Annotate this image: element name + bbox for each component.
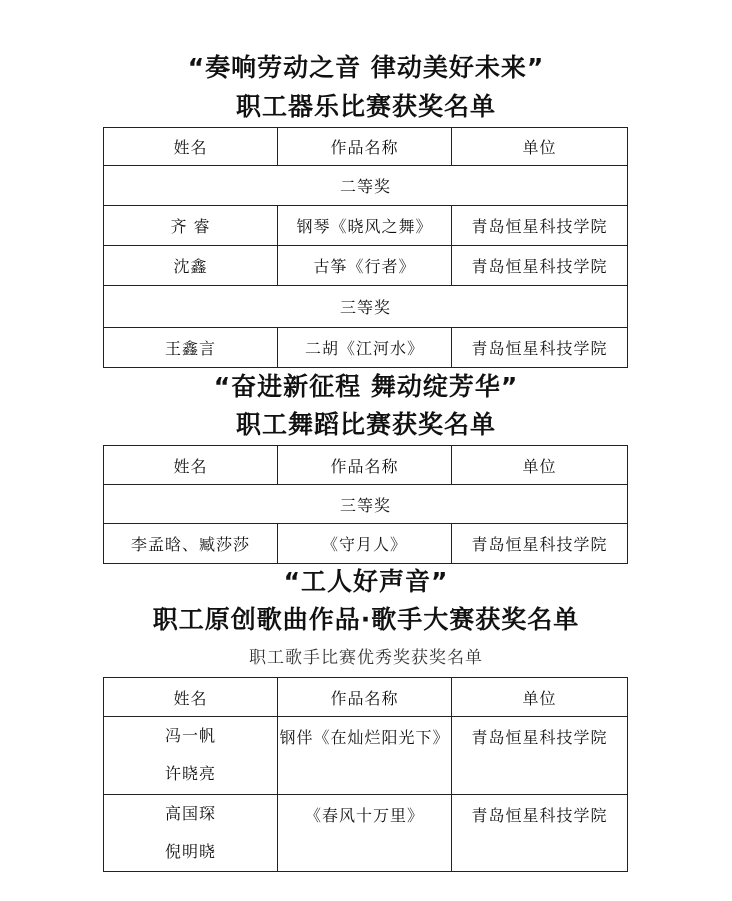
work-cell: 《守月人》 xyxy=(278,524,452,564)
section3-table xyxy=(103,677,628,872)
prize-label-third: 三等奖 xyxy=(104,485,628,524)
section1-title-line1: “奏响劳动之音 律动美好未来” xyxy=(187,53,545,82)
section1-table xyxy=(103,127,628,368)
work-cell: 钢琴《晓风之舞》 xyxy=(278,206,452,246)
name-line-1: 高国琛 xyxy=(164,804,216,823)
table-header-row xyxy=(104,678,628,717)
header-name: 姓名 xyxy=(104,446,278,485)
table-header-row xyxy=(104,446,628,485)
name-cell: 沈鑫 xyxy=(104,246,278,286)
table-row xyxy=(104,717,628,795)
name-line-1: 冯一帆 xyxy=(164,726,216,745)
header-unit: 单位 xyxy=(452,128,628,166)
work-cell: 《春风十万里》 xyxy=(278,795,452,872)
work-cell: 钢伴《在灿烂阳光下》 xyxy=(278,717,452,795)
unit-cell: 青岛恒星科技学院 xyxy=(452,717,628,795)
name-cell xyxy=(104,717,278,795)
table-header-row xyxy=(104,128,628,166)
header-work: 作品名称 xyxy=(278,446,452,485)
table-row xyxy=(104,246,628,286)
unit-cell: 青岛恒星科技学院 xyxy=(452,206,628,246)
header-unit: 单位 xyxy=(452,678,628,717)
section2-title-line1: “奋进新征程 舞动绽芳华” xyxy=(213,372,519,401)
table-row xyxy=(104,328,628,368)
header-name: 姓名 xyxy=(104,678,278,717)
prize-row xyxy=(104,286,628,328)
table-row xyxy=(104,206,628,246)
section2-title-line2: 职工舞蹈比赛获奖名单 xyxy=(235,410,496,439)
unit-cell: 青岛恒星科技学院 xyxy=(452,524,628,564)
prize-label-third: 三等奖 xyxy=(104,286,628,328)
name-cell: 齐 睿 xyxy=(104,206,278,246)
section1-title-line2: 职工器乐比赛获奖名单 xyxy=(235,92,496,121)
unit-cell: 青岛恒星科技学院 xyxy=(452,246,628,286)
section3-title-line2: 职工原创歌曲作品·歌手大赛获奖名单 xyxy=(152,605,580,634)
name-cell xyxy=(104,795,278,872)
section3-subtitle: 职工歌手比赛优秀奖获奖名单 xyxy=(249,648,483,668)
prize-row xyxy=(104,485,628,524)
header-work: 作品名称 xyxy=(278,128,452,166)
name-cell: 李孟晗、臧莎莎 xyxy=(104,524,278,564)
work-cell: 古筝《行者》 xyxy=(278,246,452,286)
unit-cell: 青岛恒星科技学院 xyxy=(452,795,628,872)
table-row xyxy=(104,795,628,872)
name-line-2: 倪明晓 xyxy=(164,842,216,861)
name-line-2: 许晓亮 xyxy=(164,764,216,783)
section3-title-line1: “工人好声音” xyxy=(283,567,449,596)
work-cell: 二胡《江河水》 xyxy=(278,328,452,368)
header-work: 作品名称 xyxy=(278,678,452,717)
section2-table xyxy=(103,445,628,564)
header-unit: 单位 xyxy=(452,446,628,485)
unit-cell: 青岛恒星科技学院 xyxy=(452,328,628,368)
header-name: 姓名 xyxy=(104,128,278,166)
prize-row xyxy=(104,166,628,206)
name-cell: 王鑫言 xyxy=(104,328,278,368)
table-row xyxy=(104,524,628,564)
prize-label-second: 二等奖 xyxy=(104,166,628,206)
